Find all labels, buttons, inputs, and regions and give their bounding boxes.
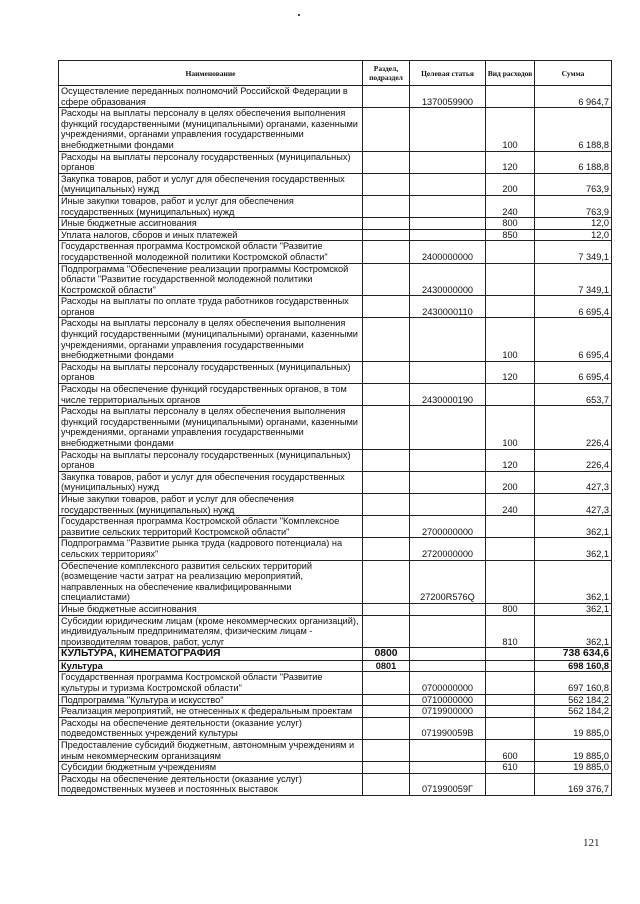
table-row xyxy=(59,241,612,263)
row-name-cell: Осуществление переданных полномочий Российской Федерации в сфере образования xyxy=(59,86,363,108)
table-row xyxy=(59,218,612,230)
table-row xyxy=(59,615,612,648)
row-section-cell xyxy=(363,108,410,151)
header-section: Раздел, подраздел xyxy=(363,61,410,86)
row-sum-cell: 562 184,2 xyxy=(535,706,612,718)
row-type-cell: 120 xyxy=(486,151,535,173)
table-row xyxy=(59,538,612,560)
row-section-cell xyxy=(363,471,410,493)
table-row xyxy=(59,762,612,774)
row-type-cell: 120 xyxy=(486,449,535,471)
table-row xyxy=(59,173,612,195)
row-sum-cell: 763,9 xyxy=(535,195,612,217)
row-section-cell xyxy=(363,603,410,615)
row-type-cell xyxy=(486,86,535,108)
row-sum-cell: 6 695,4 xyxy=(535,361,612,383)
row-target-cell xyxy=(410,318,486,361)
row-name-cell: Реализация мероприятий, не отнесенных к федеральным проектам xyxy=(59,706,363,718)
row-name-cell: Уплата налогов, сборов и иных платежей xyxy=(59,229,363,241)
row-type-cell: 610 xyxy=(486,762,535,774)
row-type-cell xyxy=(486,648,535,661)
row-target-cell: 2400000000 xyxy=(410,241,486,263)
row-target-cell: 27200R576Q xyxy=(410,560,486,603)
row-target-cell xyxy=(410,740,486,762)
row-sum-cell: 653,7 xyxy=(535,384,612,406)
row-sum-cell: 6 188,8 xyxy=(535,151,612,173)
row-name-cell: Иные закупки товаров, работ и услуг для обеспечения государственных (муниципальных) нужд xyxy=(59,195,363,217)
row-sum-cell: 427,3 xyxy=(535,493,612,515)
table-row xyxy=(59,384,612,406)
row-section-cell xyxy=(363,384,410,406)
row-name-cell: Государственная программа Костромской области "Развитие культуры и туризма Костромской области" xyxy=(59,672,363,694)
row-name-cell: Расходы на обеспечение деятельности (оказание услуг) подведомственных музеев и постоянных выставок xyxy=(59,773,363,795)
row-sum-cell: 226,4 xyxy=(535,449,612,471)
table-row xyxy=(59,361,612,383)
row-type-cell xyxy=(486,384,535,406)
table-row xyxy=(59,694,612,706)
row-section-cell xyxy=(363,318,410,361)
row-sum-cell: 427,3 xyxy=(535,471,612,493)
row-sum-cell: 169 376,7 xyxy=(535,773,612,795)
row-type-cell: 100 xyxy=(486,318,535,361)
row-name-cell: Расходы на выплаты персоналу государственных (муниципальных) органов xyxy=(59,361,363,383)
table-row xyxy=(59,603,612,615)
row-sum-cell: 362,1 xyxy=(535,615,612,648)
row-name-cell: Культура xyxy=(59,660,363,672)
row-section-cell xyxy=(363,538,410,560)
row-type-cell xyxy=(486,672,535,694)
header-target: Целевая статья xyxy=(410,61,486,86)
row-name-cell: Обеспечение комплексного развития сельских территорий (возмещение части затрат на реализацию мероприятий, направленных на обеспечение квалифицированными специалистами) xyxy=(59,560,363,603)
row-section-cell xyxy=(363,762,410,774)
row-name-cell: Расходы на обеспечение деятельности (оказание услуг) подведомственных учреждений культуры xyxy=(59,717,363,739)
row-sum-cell: 562 184,2 xyxy=(535,694,612,706)
row-section-cell xyxy=(363,449,410,471)
row-section-cell: 0800 xyxy=(363,648,410,661)
row-sum-cell: 362,1 xyxy=(535,603,612,615)
row-target-cell: 071990059В xyxy=(410,717,486,739)
row-type-cell: 100 xyxy=(486,108,535,151)
row-section-cell xyxy=(363,773,410,795)
row-target-cell: 2430000000 xyxy=(410,263,486,296)
row-sum-cell: 7 349,1 xyxy=(535,241,612,263)
row-section-cell xyxy=(363,516,410,538)
row-section-cell xyxy=(363,173,410,195)
header-sum: Сумма xyxy=(535,61,612,86)
row-name-cell: Иные бюджетные ассигнования xyxy=(59,603,363,615)
row-target-cell: 071990059Г xyxy=(410,773,486,795)
row-target-cell: 0710000000 xyxy=(410,694,486,706)
row-name-cell: Подпрограмма "Обеспечение реализации программы Костромской области "Развитие государственной молодежной политики Костромской области" xyxy=(59,263,363,296)
row-target-cell xyxy=(410,108,486,151)
page-number: 121 xyxy=(583,837,600,849)
row-name-cell: Субсидии юридическим лицам (кроме некоммерческих организаций), индивидуальным предпринимателям, физическим лицам - производителям товаров, работ, услуг xyxy=(59,615,363,648)
row-type-cell: 100 xyxy=(486,406,535,449)
row-target-cell xyxy=(410,229,486,241)
row-target-cell xyxy=(410,406,486,449)
row-type-cell xyxy=(486,694,535,706)
row-name-cell: Расходы на выплаты персоналу в целях обеспечения выполнения функций государственными (муниципальными) органами, казенными учреждениями, органами управления государственными внебюджетными фондами xyxy=(59,108,363,151)
row-target-cell: 0719900000 xyxy=(410,706,486,718)
row-type-cell: 810 xyxy=(486,615,535,648)
row-target-cell xyxy=(410,615,486,648)
table-row xyxy=(59,493,612,515)
row-type-cell xyxy=(486,296,535,318)
row-target-cell xyxy=(410,603,486,615)
row-target-cell xyxy=(410,471,486,493)
row-name-cell: Расходы на выплаты персоналу государственных (муниципальных) органов xyxy=(59,449,363,471)
table-row xyxy=(59,773,612,795)
row-section-cell xyxy=(363,493,410,515)
row-type-cell: 800 xyxy=(486,218,535,230)
row-name-cell: Закупка товаров, работ и услуг для обеспечения государственных (муниципальных) нужд xyxy=(59,173,363,195)
row-name-cell: Подпрограмма "Развитие рынка труда (кадрового потенциала) на сельских территориях" xyxy=(59,538,363,560)
table-row xyxy=(59,195,612,217)
row-name-cell: Государственная программа Костромской области "Развитие государственной молодежной политики Костромской области" xyxy=(59,241,363,263)
row-type-cell: 240 xyxy=(486,195,535,217)
row-type-cell xyxy=(486,538,535,560)
row-name-cell: Расходы на выплаты персоналу в целях обеспечения выполнения функций государственными (муниципальными) органами, казенными учреждениями, органами управления государственными внебюджетными фондами xyxy=(59,406,363,449)
row-sum-cell: 12,0 xyxy=(535,218,612,230)
row-section-cell xyxy=(363,717,410,739)
row-section-cell xyxy=(363,195,410,217)
row-name-cell: Расходы на выплаты по оплате труда работников государственных органов xyxy=(59,296,363,318)
row-target-cell xyxy=(410,218,486,230)
table-row xyxy=(59,648,612,661)
table-row xyxy=(59,151,612,173)
row-type-cell xyxy=(486,560,535,603)
row-name-cell: Расходы на обеспечение функций государственных органов, в том числе территориальных органов xyxy=(59,384,363,406)
row-section-cell xyxy=(363,151,410,173)
row-section-cell xyxy=(363,218,410,230)
row-section-cell xyxy=(363,361,410,383)
row-target-cell xyxy=(410,762,486,774)
row-sum-cell: 7 349,1 xyxy=(535,263,612,296)
row-sum-cell: 6 695,4 xyxy=(535,318,612,361)
row-section-cell xyxy=(363,241,410,263)
row-type-cell xyxy=(486,660,535,672)
table-row xyxy=(59,672,612,694)
row-target-cell: 2700000000 xyxy=(410,516,486,538)
header-name: Наименование xyxy=(59,61,363,86)
table-row xyxy=(59,516,612,538)
table-row xyxy=(59,406,612,449)
row-section-cell xyxy=(363,86,410,108)
row-target-cell: 2720000000 xyxy=(410,538,486,560)
row-sum-cell: 19 885,0 xyxy=(535,717,612,739)
row-name-cell: Расходы на выплаты персоналу государственных (муниципальных) органов xyxy=(59,151,363,173)
row-type-cell: 120 xyxy=(486,361,535,383)
row-sum-cell: 19 885,0 xyxy=(535,740,612,762)
row-name-cell: Закупка товаров, работ и услуг для обеспечения государственных (муниципальных) нужд xyxy=(59,471,363,493)
row-type-cell xyxy=(486,773,535,795)
row-target-cell xyxy=(410,361,486,383)
row-sum-cell: 362,1 xyxy=(535,538,612,560)
row-section-cell xyxy=(363,229,410,241)
row-sum-cell: 362,1 xyxy=(535,516,612,538)
table-row xyxy=(59,296,612,318)
header-type: Вид расходов xyxy=(486,61,535,86)
table-row xyxy=(59,717,612,739)
row-sum-cell: 6 695,4 xyxy=(535,296,612,318)
row-section-cell xyxy=(363,406,410,449)
row-target-cell: 0700000000 xyxy=(410,672,486,694)
row-type-cell: 850 xyxy=(486,229,535,241)
row-target-cell xyxy=(410,648,486,661)
row-sum-cell: 738 634,6 xyxy=(535,648,612,661)
row-target-cell xyxy=(410,195,486,217)
row-type-cell: 600 xyxy=(486,740,535,762)
row-sum-cell: 19 885,0 xyxy=(535,762,612,774)
table-row xyxy=(59,263,612,296)
row-target-cell xyxy=(410,173,486,195)
row-type-cell xyxy=(486,717,535,739)
table-row xyxy=(59,229,612,241)
table-row xyxy=(59,660,612,672)
row-type-cell: 200 xyxy=(486,173,535,195)
row-type-cell: 240 xyxy=(486,493,535,515)
row-sum-cell: 6 188,8 xyxy=(535,108,612,151)
row-section-cell xyxy=(363,672,410,694)
row-type-cell xyxy=(486,263,535,296)
row-type-cell: 800 xyxy=(486,603,535,615)
row-target-cell xyxy=(410,493,486,515)
row-target-cell: 2430000110 xyxy=(410,296,486,318)
row-name-cell: Предоставление субсидий бюджетным, автономным учреждениям и иным некоммерческим организациям xyxy=(59,740,363,762)
row-sum-cell: 6 964,7 xyxy=(535,86,612,108)
row-target-cell xyxy=(410,449,486,471)
table-row xyxy=(59,471,612,493)
row-name-cell: Иные закупки товаров, работ и услуг для обеспечения государственных (муниципальных) нужд xyxy=(59,493,363,515)
row-section-cell xyxy=(363,694,410,706)
row-sum-cell: 698 160,8 xyxy=(535,660,612,672)
table-row xyxy=(59,449,612,471)
row-section-cell xyxy=(363,615,410,648)
row-type-cell: 200 xyxy=(486,471,535,493)
row-section-cell xyxy=(363,560,410,603)
table-row xyxy=(59,740,612,762)
row-target-cell xyxy=(410,151,486,173)
row-sum-cell: 697 160,8 xyxy=(535,672,612,694)
row-name-cell: КУЛЬТУРА, КИНЕМАТОГРАФИЯ xyxy=(59,648,363,661)
table-row xyxy=(59,86,612,108)
row-type-cell xyxy=(486,706,535,718)
row-section-cell xyxy=(363,296,410,318)
row-section-cell: 0801 xyxy=(363,660,410,672)
row-name-cell: Расходы на выплаты персоналу в целях обеспечения выполнения функций государственными (муниципальными) органами, казенными учреждениями, органами управления государственными внебюджетными фондами xyxy=(59,318,363,361)
row-section-cell xyxy=(363,740,410,762)
row-type-cell xyxy=(486,241,535,263)
row-name-cell: Подпрограмма "Культура и искусство" xyxy=(59,694,363,706)
row-target-cell xyxy=(410,660,486,672)
row-section-cell xyxy=(363,706,410,718)
row-sum-cell: 763,9 xyxy=(535,173,612,195)
row-sum-cell: 226,4 xyxy=(535,406,612,449)
row-target-cell: 2430000190 xyxy=(410,384,486,406)
table-row xyxy=(59,706,612,718)
scan-speck xyxy=(298,14,300,16)
table-row xyxy=(59,560,612,603)
row-sum-cell: 362,1 xyxy=(535,560,612,603)
row-section-cell xyxy=(363,263,410,296)
table-header-row xyxy=(59,61,612,86)
row-name-cell: Государственная программа Костромской области "Комплексное развитие сельских территорий Костромской области" xyxy=(59,516,363,538)
table-row xyxy=(59,318,612,361)
table-body xyxy=(59,86,612,796)
row-sum-cell: 12,0 xyxy=(535,229,612,241)
row-target-cell: 1370059900 xyxy=(410,86,486,108)
row-name-cell: Субсидии бюджетным учреждениям xyxy=(59,762,363,774)
budget-table xyxy=(58,60,612,796)
row-type-cell xyxy=(486,516,535,538)
row-name-cell: Иные бюджетные ассигнования xyxy=(59,218,363,230)
table-row xyxy=(59,108,612,151)
